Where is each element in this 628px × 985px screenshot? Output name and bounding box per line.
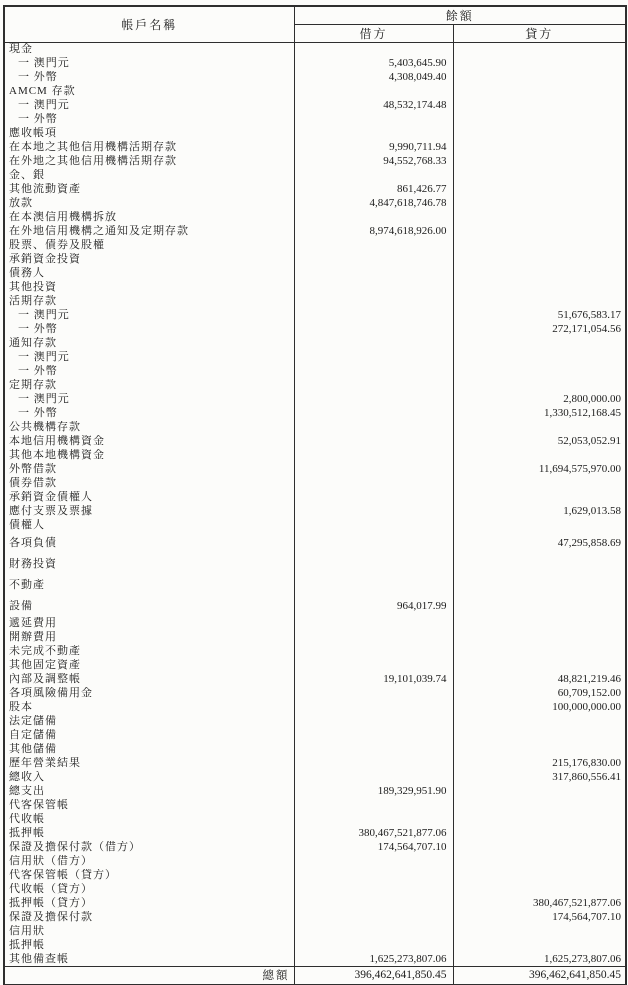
account-name-cell: 一 澳門元	[4, 393, 294, 407]
account-name-header: 帳戶名稱	[4, 6, 294, 43]
table-row	[4, 645, 626, 659]
credit-cell	[453, 939, 626, 953]
credit-cell	[453, 183, 626, 197]
account-name-cell: 應收帳項	[4, 127, 294, 141]
debit-cell	[294, 295, 453, 309]
table-row	[4, 57, 626, 71]
table-row	[4, 337, 626, 351]
debit-cell	[294, 939, 453, 953]
table-row	[4, 407, 626, 421]
credit-cell	[453, 281, 626, 295]
account-name-cell: 本地信用機構資金	[4, 435, 294, 449]
credit-cell	[453, 554, 626, 575]
account-name-cell: AMCM 存款	[4, 85, 294, 99]
account-name-cell: 抵押帳	[4, 939, 294, 953]
account-name-cell: 一 澳門元	[4, 57, 294, 71]
debit-cell	[294, 799, 453, 813]
account-name-cell: 自定儲備	[4, 729, 294, 743]
debit-cell	[294, 169, 453, 183]
account-name-cell: 在外地之其他信用機構活期存款	[4, 155, 294, 169]
table-row	[4, 267, 626, 281]
account-name-cell: 一 澳門元	[4, 99, 294, 113]
account-name-cell: 活期存款	[4, 295, 294, 309]
debit-cell: 4,308,049.40	[294, 71, 453, 85]
account-name-cell: 開辦費用	[4, 631, 294, 645]
credit-cell	[453, 743, 626, 757]
table-row	[4, 813, 626, 827]
debit-cell	[294, 897, 453, 911]
debit-cell	[294, 477, 453, 491]
debit-cell	[294, 743, 453, 757]
debit-cell	[294, 757, 453, 771]
table-row	[4, 841, 626, 855]
table-footer	[4, 967, 626, 985]
table-row	[4, 771, 626, 785]
credit-cell	[453, 85, 626, 99]
table-row	[4, 141, 626, 155]
account-name-cell: 代收帳	[4, 813, 294, 827]
table-row	[4, 421, 626, 435]
debit-cell	[294, 113, 453, 127]
table-row	[4, 351, 626, 365]
credit-cell	[453, 99, 626, 113]
credit-cell: 174,564,707.10	[552, 911, 622, 923]
account-name-cell: 其他本地機構資金	[4, 449, 294, 463]
credit-cell	[453, 617, 626, 631]
account-name-cell: 在本地之其他信用機構活期存款	[4, 141, 294, 155]
trial-balance-table	[3, 5, 627, 985]
debit-cell: 174,564,707.10	[294, 841, 453, 855]
table-row	[4, 687, 626, 701]
table-row	[4, 631, 626, 645]
credit-cell	[453, 239, 626, 253]
credit-cell	[453, 57, 626, 71]
debit-cell	[294, 309, 453, 323]
account-name-cell: 各項負債	[4, 533, 294, 554]
table-row	[4, 225, 626, 239]
debit-cell	[294, 351, 453, 365]
debit-cell	[294, 211, 453, 225]
debit-cell	[294, 463, 453, 477]
table-row	[4, 253, 626, 267]
debit-cell	[294, 554, 453, 575]
debit-cell: 48,532,174.48	[294, 99, 453, 113]
account-name-cell: 保證及擔保付款	[4, 911, 294, 925]
credit-cell: 60,709,152.00	[557, 687, 622, 699]
table-header	[4, 6, 626, 43]
debit-cell	[294, 645, 453, 659]
account-name-cell: 其他固定資產	[4, 659, 294, 673]
credit-cell	[453, 841, 626, 855]
account-name-cell: 其他備查帳	[4, 953, 294, 967]
credit-cell	[453, 337, 626, 351]
debit-cell: 964,017.99	[294, 596, 453, 617]
debit-cell: 1,625,273,807.06	[294, 953, 453, 967]
debit-cell	[294, 127, 453, 141]
debit-cell	[294, 435, 453, 449]
credit-cell	[453, 365, 626, 379]
credit-cell	[453, 43, 626, 57]
debit-cell	[294, 659, 453, 673]
account-name-cell: 股票、債券及股權	[4, 239, 294, 253]
table-row	[4, 869, 626, 883]
table-row	[4, 197, 626, 211]
debit-cell	[294, 855, 453, 869]
credit-cell	[453, 449, 626, 463]
table-row	[4, 827, 626, 841]
account-name-cell: 信用狀	[4, 925, 294, 939]
table-row	[4, 239, 626, 253]
credit-cell	[453, 827, 626, 841]
table-row	[4, 533, 626, 554]
table-row	[4, 113, 626, 127]
table-row	[4, 295, 626, 309]
table-row	[4, 785, 626, 799]
debit-cell	[294, 519, 453, 533]
debit-cell	[294, 729, 453, 743]
credit-cell	[453, 211, 626, 225]
debit-header: 借方	[294, 25, 453, 43]
account-name-cell: 未完成不動產	[4, 645, 294, 659]
debit-cell	[294, 617, 453, 631]
credit-cell	[453, 127, 626, 141]
account-name-cell: 承銷資金債權人	[4, 491, 294, 505]
debit-cell: 9,990,711.94	[294, 141, 453, 155]
table-row	[4, 659, 626, 673]
credit-cell	[453, 813, 626, 827]
account-name-cell: 其他流動資產	[4, 183, 294, 197]
credit-cell	[453, 631, 626, 645]
account-name-cell: 現金	[4, 43, 294, 57]
debit-cell: 94,552,768.33	[294, 155, 453, 169]
account-name-cell: 股本	[4, 701, 294, 715]
credit-cell: 47,295,858.69	[557, 536, 622, 549]
credit-cell: 272,171,054.56	[552, 323, 622, 335]
table-row	[4, 855, 626, 869]
account-name-cell: 法定儲備	[4, 715, 294, 729]
debit-cell	[294, 771, 453, 785]
total-debit-value: 396,462,641,850.45	[294, 967, 453, 985]
debit-cell: 861,426.77	[294, 183, 453, 197]
debit-cell: 5,403,645.90	[294, 57, 453, 71]
debit-cell	[294, 253, 453, 267]
credit-cell	[453, 596, 626, 617]
table-row	[4, 477, 626, 491]
account-name-cell: 代收帳（貸方）	[4, 883, 294, 897]
debit-cell	[294, 43, 453, 57]
account-name-cell: 債務人	[4, 267, 294, 281]
credit-cell	[453, 491, 626, 505]
account-name-cell: 外幣借款	[4, 463, 294, 477]
credit-cell	[453, 71, 626, 85]
credit-header: 貸方	[453, 25, 626, 43]
account-name-cell: 代客保管帳	[4, 799, 294, 813]
credit-cell: 380,467,521,877.06	[533, 897, 622, 909]
table-row	[4, 939, 626, 953]
table-row	[4, 463, 626, 477]
credit-cell	[453, 267, 626, 281]
account-name-cell: 通知存款	[4, 337, 294, 351]
debit-cell	[294, 715, 453, 729]
credit-cell: 1,629,013.58	[563, 505, 622, 517]
credit-cell	[453, 477, 626, 491]
debit-cell	[294, 883, 453, 897]
debit-cell	[294, 575, 453, 596]
total-row	[4, 967, 626, 985]
account-name-cell: 歷年營業結果	[4, 757, 294, 771]
table-row	[4, 379, 626, 393]
credit-cell: 2,800,000.00	[563, 393, 622, 405]
credit-cell	[453, 575, 626, 596]
account-name-cell: 在本澳信用機構拆放	[4, 211, 294, 225]
account-name-cell: 債權人	[4, 519, 294, 533]
credit-cell	[453, 225, 626, 239]
debit-cell	[294, 393, 453, 407]
debit-cell	[294, 323, 453, 337]
account-name-cell: 應付支票及票據	[4, 505, 294, 519]
table-row	[4, 715, 626, 729]
table-row	[4, 897, 626, 911]
account-name-cell: 一 澳門元	[4, 351, 294, 365]
credit-cell	[453, 645, 626, 659]
table-row	[4, 596, 626, 617]
account-name-cell: 公共機構存款	[4, 421, 294, 435]
credit-cell: 11,694,575,970.00	[538, 463, 622, 475]
balance-header: 餘額	[294, 6, 626, 25]
total-credit-value: 396,462,641,850.45	[453, 967, 626, 985]
debit-cell	[294, 701, 453, 715]
debit-cell: 189,329,951.90	[294, 785, 453, 799]
debit-cell	[294, 267, 453, 281]
debit-cell: 8,974,618,926.00	[294, 225, 453, 239]
credit-cell: 1,625,273,807.06	[544, 952, 622, 965]
table-row	[4, 701, 626, 715]
account-name-cell: 一 外幣	[4, 323, 294, 337]
debit-cell	[294, 533, 453, 554]
account-name-cell: 內部及調整帳	[4, 673, 294, 687]
account-name-cell: 抵押帳（貸方）	[4, 897, 294, 911]
debit-cell: 19,101,039.74	[294, 673, 453, 687]
credit-cell: 317,860,556.41	[552, 771, 622, 783]
debit-cell	[294, 85, 453, 99]
credit-cell	[453, 799, 626, 813]
credit-cell	[453, 141, 626, 155]
credit-cell	[453, 421, 626, 435]
account-name-cell: 總收入	[4, 771, 294, 785]
table-row	[4, 554, 626, 575]
credit-cell	[453, 113, 626, 127]
debit-cell	[294, 379, 453, 393]
table-row	[4, 519, 626, 533]
credit-cell	[453, 855, 626, 869]
account-name-cell: 一 外幣	[4, 113, 294, 127]
debit-cell	[294, 281, 453, 295]
debit-cell	[294, 505, 453, 519]
table-row	[4, 617, 626, 631]
table-row	[4, 799, 626, 813]
debit-cell	[294, 421, 453, 435]
debit-cell	[294, 813, 453, 827]
credit-cell: 1,330,512,168.45	[544, 407, 622, 419]
account-name-cell: 抵押帳	[4, 827, 294, 841]
table-row	[4, 491, 626, 505]
table-row	[4, 309, 626, 323]
account-name-cell: 一 外幣	[4, 407, 294, 421]
credit-cell: 215,176,830.00	[552, 757, 622, 769]
table-row	[4, 393, 626, 407]
debit-cell	[294, 365, 453, 379]
table-row	[4, 99, 626, 113]
account-name-cell: 信用狀（借方）	[4, 855, 294, 869]
account-name-cell: 其他投資	[4, 281, 294, 295]
debit-cell	[294, 911, 453, 925]
debit-cell	[294, 337, 453, 351]
table-row	[4, 323, 626, 337]
table-row	[4, 85, 626, 99]
table-row	[4, 883, 626, 897]
account-name-cell: 放款	[4, 197, 294, 211]
credit-cell	[453, 197, 626, 211]
table-row	[4, 155, 626, 169]
table-row	[4, 673, 626, 687]
table-row	[4, 505, 626, 519]
credit-cell: 52,053,052.91	[557, 435, 622, 447]
debit-cell	[294, 869, 453, 883]
table-row	[4, 169, 626, 183]
account-name-cell: 各項風險備用金	[4, 687, 294, 701]
account-name-cell: 保證及擔保付款（借方）	[4, 841, 294, 855]
credit-cell	[453, 253, 626, 267]
debit-cell	[294, 449, 453, 463]
debit-cell	[294, 239, 453, 253]
debit-cell: 380,467,521,877.06	[294, 827, 453, 841]
account-name-cell: 代客保管帳（貸方）	[4, 869, 294, 883]
account-name-cell: 一 外幣	[4, 71, 294, 85]
credit-cell	[453, 169, 626, 183]
credit-cell	[453, 351, 626, 365]
table-row	[4, 925, 626, 939]
table-row	[4, 953, 626, 967]
account-name-cell: 財務投資	[4, 554, 294, 575]
credit-cell	[453, 519, 626, 533]
table-row	[4, 743, 626, 757]
credit-cell	[453, 155, 626, 169]
account-name-cell: 不動產	[4, 575, 294, 596]
account-name-cell: 一 澳門元	[4, 309, 294, 323]
credit-cell	[453, 379, 626, 393]
credit-cell: 48,821,219.46	[557, 673, 622, 685]
total-label: 總額	[4, 967, 294, 985]
account-name-cell: 金、銀	[4, 169, 294, 183]
account-name-cell: 定期存款	[4, 379, 294, 393]
debit-cell	[294, 631, 453, 645]
table-row	[4, 365, 626, 379]
table-row	[4, 449, 626, 463]
table-row	[4, 71, 626, 85]
debit-cell: 4,847,618,746.78	[294, 197, 453, 211]
credit-cell	[453, 785, 626, 799]
debit-cell	[294, 925, 453, 939]
table-row	[4, 43, 626, 57]
account-name-cell: 設備	[4, 596, 294, 617]
credit-cell	[453, 869, 626, 883]
account-name-cell: 總支出	[4, 785, 294, 799]
table-row	[4, 127, 626, 141]
credit-cell	[453, 883, 626, 897]
debit-cell	[294, 687, 453, 701]
credit-cell	[453, 925, 626, 939]
credit-cell	[453, 295, 626, 309]
table-row	[4, 757, 626, 771]
credit-cell	[453, 715, 626, 729]
table-row	[4, 911, 626, 925]
account-name-cell: 債券借款	[4, 477, 294, 491]
table-row	[4, 729, 626, 743]
credit-cell: 100,000,000.00	[552, 701, 622, 713]
account-name-cell: 其他儲備	[4, 743, 294, 757]
table-row	[4, 183, 626, 197]
account-name-cell: 承銷資金投資	[4, 253, 294, 267]
debit-cell	[294, 491, 453, 505]
credit-cell	[453, 729, 626, 743]
table-row	[4, 211, 626, 225]
table-row	[4, 575, 626, 596]
table-body	[4, 43, 626, 967]
table-row	[4, 281, 626, 295]
account-name-cell: 一 外幣	[4, 365, 294, 379]
debit-cell	[294, 407, 453, 421]
account-name-cell: 在外地信用機構之通知及定期存款	[4, 225, 294, 239]
table-row	[4, 435, 626, 449]
credit-cell: 51,676,583.17	[557, 309, 622, 321]
credit-cell	[453, 659, 626, 673]
account-name-cell: 遞延費用	[4, 617, 294, 631]
